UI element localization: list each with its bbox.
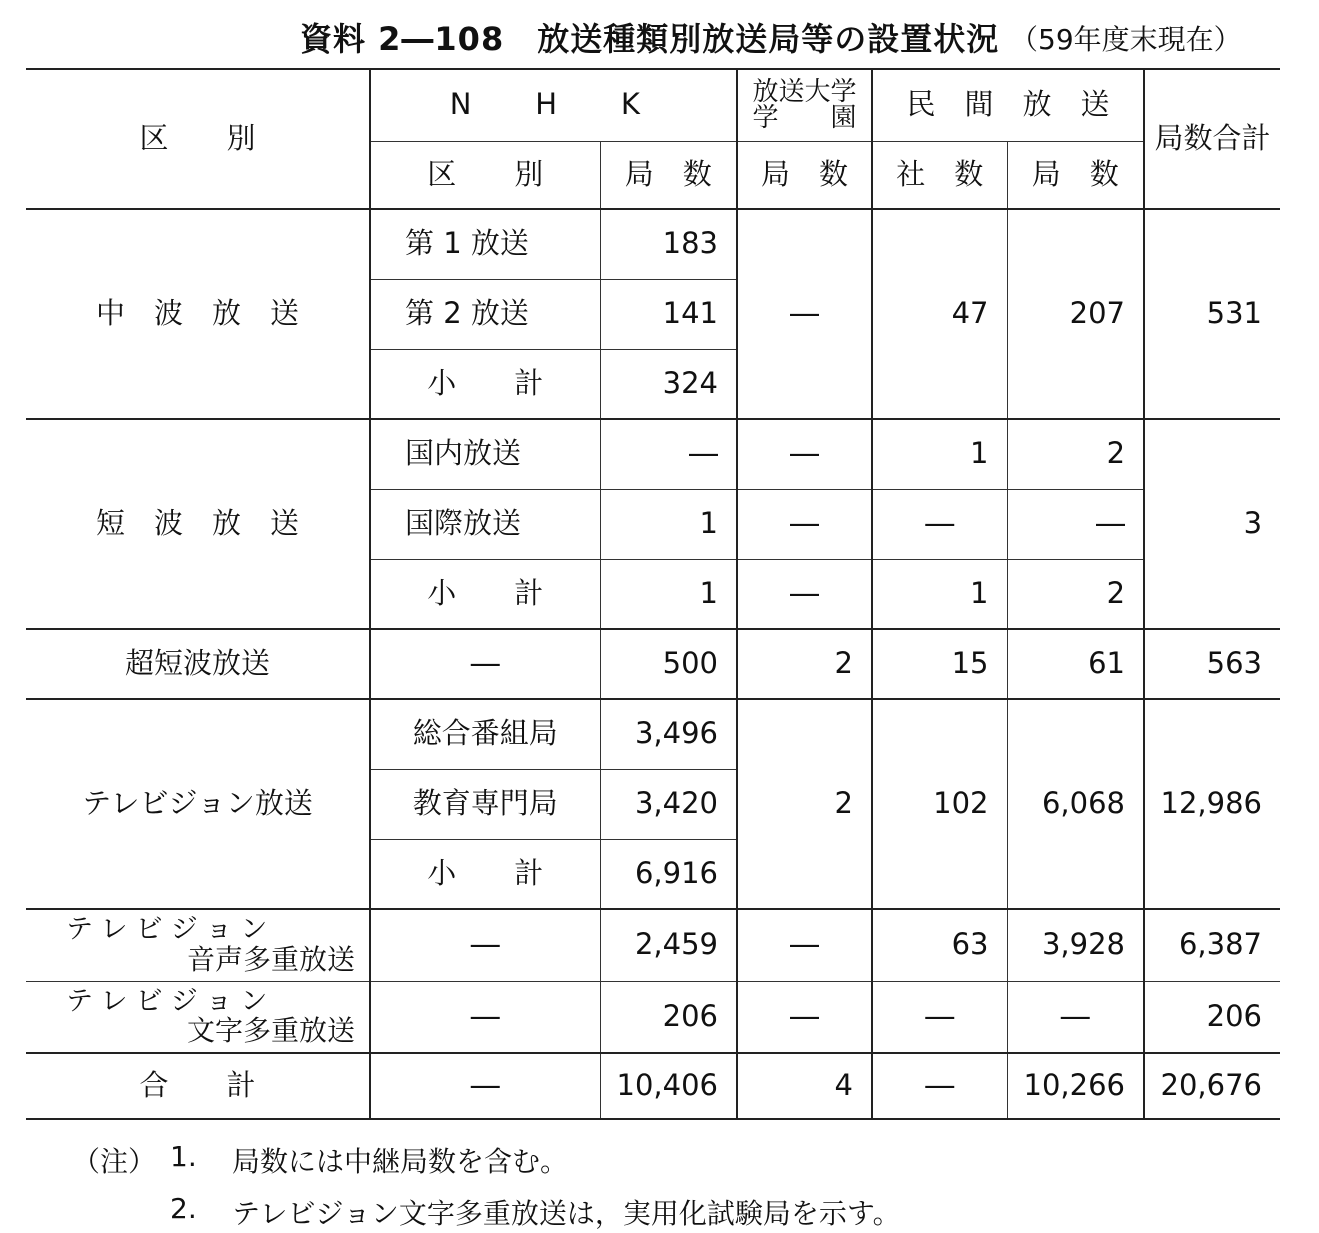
table-cell: 324 — [600, 349, 737, 419]
table-cell: ― — [1007, 981, 1144, 1053]
table-cell: 206 — [1144, 981, 1280, 1053]
table-cell: 206 — [600, 981, 737, 1053]
table-cell: 1 — [872, 419, 1007, 489]
header-sub-kyokusu-minkan: 局 数 — [1007, 141, 1144, 209]
table-cell: ― — [737, 419, 872, 489]
note-2-number: 2. — [170, 1192, 197, 1225]
table-cell: 3,928 — [1007, 909, 1144, 981]
header-minkan: 民 間 放 送 — [872, 69, 1144, 141]
table-cell: 2 — [1007, 419, 1144, 489]
table-cell: 15 — [872, 629, 1007, 699]
table-cell: 総合番組局 — [370, 699, 600, 769]
table-cell: ― — [872, 1053, 1007, 1119]
table-cell: ― — [600, 419, 737, 489]
table-cell: 小 計 — [370, 839, 600, 909]
row-label-sw: 短 波 放 送 — [26, 419, 370, 629]
row-label-mw: 中 波 放 送 — [26, 209, 370, 419]
table-cell: 3,496 — [600, 699, 737, 769]
table-cell: 教育専門局 — [370, 769, 600, 839]
table-cell: 10,266 — [1007, 1053, 1144, 1119]
note-2-text: テレビジョン文字多重放送は，実用化試験局を示す。 — [232, 1197, 901, 1230]
table-cell: 小 計 — [370, 349, 600, 419]
header-hoso-daigaku: 放送大学学 園 — [737, 69, 872, 141]
table-cell: ― — [370, 909, 600, 981]
table-cell: 1 — [600, 559, 737, 629]
table-cell: 2 — [737, 699, 872, 909]
table-cell: 20,676 — [1144, 1053, 1280, 1119]
broadcast-station-table — [26, 68, 1280, 1120]
row-label-tv: テレビジョン放送 — [26, 699, 370, 909]
header-kubetsu: 区 別 — [26, 69, 370, 209]
table-cell: 国内放送 — [370, 419, 600, 489]
table-cell: 141 — [600, 279, 737, 349]
row-label-tv-audio: テレビジョン 音声多重放送 — [26, 909, 370, 981]
table-cell: 2,459 — [600, 909, 737, 981]
table-cell: 4 — [737, 1053, 872, 1119]
header-sub-shasu: 社 数 — [872, 141, 1007, 209]
header-nhk: N H K — [370, 69, 737, 141]
table-cell: 1 — [600, 489, 737, 559]
table-cell: ― — [1007, 489, 1144, 559]
header-sub-kyokusu-daigaku: 局 数 — [737, 141, 872, 209]
table-cell: ― — [737, 489, 872, 559]
table-cell: 第 2 放送 — [370, 279, 600, 349]
header-total: 局数合計 — [1144, 69, 1280, 209]
table-cell: ― — [872, 489, 1007, 559]
row-label-total: 合 計 — [26, 1053, 370, 1119]
note-1-text: 局数には中継局数を含む。 — [232, 1145, 569, 1178]
table-cell: 12,986 — [1144, 699, 1280, 909]
table-cell: ― — [370, 981, 600, 1053]
table-cell: 10,406 — [600, 1053, 737, 1119]
row-label-fm: 超短波放送 — [26, 629, 370, 699]
table-cell: 6,387 — [1144, 909, 1280, 981]
header-sub-kyokusu-nhk: 局 数 — [600, 141, 737, 209]
notes-prefix: （注） — [72, 1145, 157, 1178]
table-cell: ― — [737, 559, 872, 629]
title-main: 資料 2―108 放送種類別放送局等の設置状況 — [300, 20, 1000, 58]
table-cell: 207 — [1007, 209, 1144, 419]
table-cell: 63 — [872, 909, 1007, 981]
table-cell: 2 — [1007, 559, 1144, 629]
header-sub-kubetsu: 区 別 — [370, 141, 600, 209]
table-cell: 3,420 — [600, 769, 737, 839]
table-cell: 61 — [1007, 629, 1144, 699]
table-cell: 3 — [1144, 419, 1280, 629]
table-cell: 6,068 — [1007, 699, 1144, 909]
table-cell: ― — [737, 209, 872, 419]
table-cell: 102 — [872, 699, 1007, 909]
table-cell: 1 — [872, 559, 1007, 629]
table-cell: 47 — [872, 209, 1007, 419]
table-cell: 国際放送 — [370, 489, 600, 559]
table-cell: 500 — [600, 629, 737, 699]
table-cell: ― — [370, 1053, 600, 1119]
table-cell: ― — [737, 909, 872, 981]
table-cell: ― — [872, 981, 1007, 1053]
table-cell: 小 計 — [370, 559, 600, 629]
row-label-tv-text: テレビジョン 文字多重放送 — [26, 981, 370, 1053]
table-cell: 183 — [600, 209, 737, 279]
table-cell: ― — [370, 629, 600, 699]
table-cell: 第 1 放送 — [370, 209, 600, 279]
table-cell: 6,916 — [600, 839, 737, 909]
title-date: （59年度末現在） — [1010, 23, 1242, 56]
table-title — [0, 12, 1319, 60]
table-cell: 2 — [737, 629, 872, 699]
table-cell: ― — [737, 981, 872, 1053]
table-cell: 563 — [1144, 629, 1280, 699]
table-cell: 531 — [1144, 209, 1280, 419]
note-1-number: 1. — [170, 1140, 197, 1173]
